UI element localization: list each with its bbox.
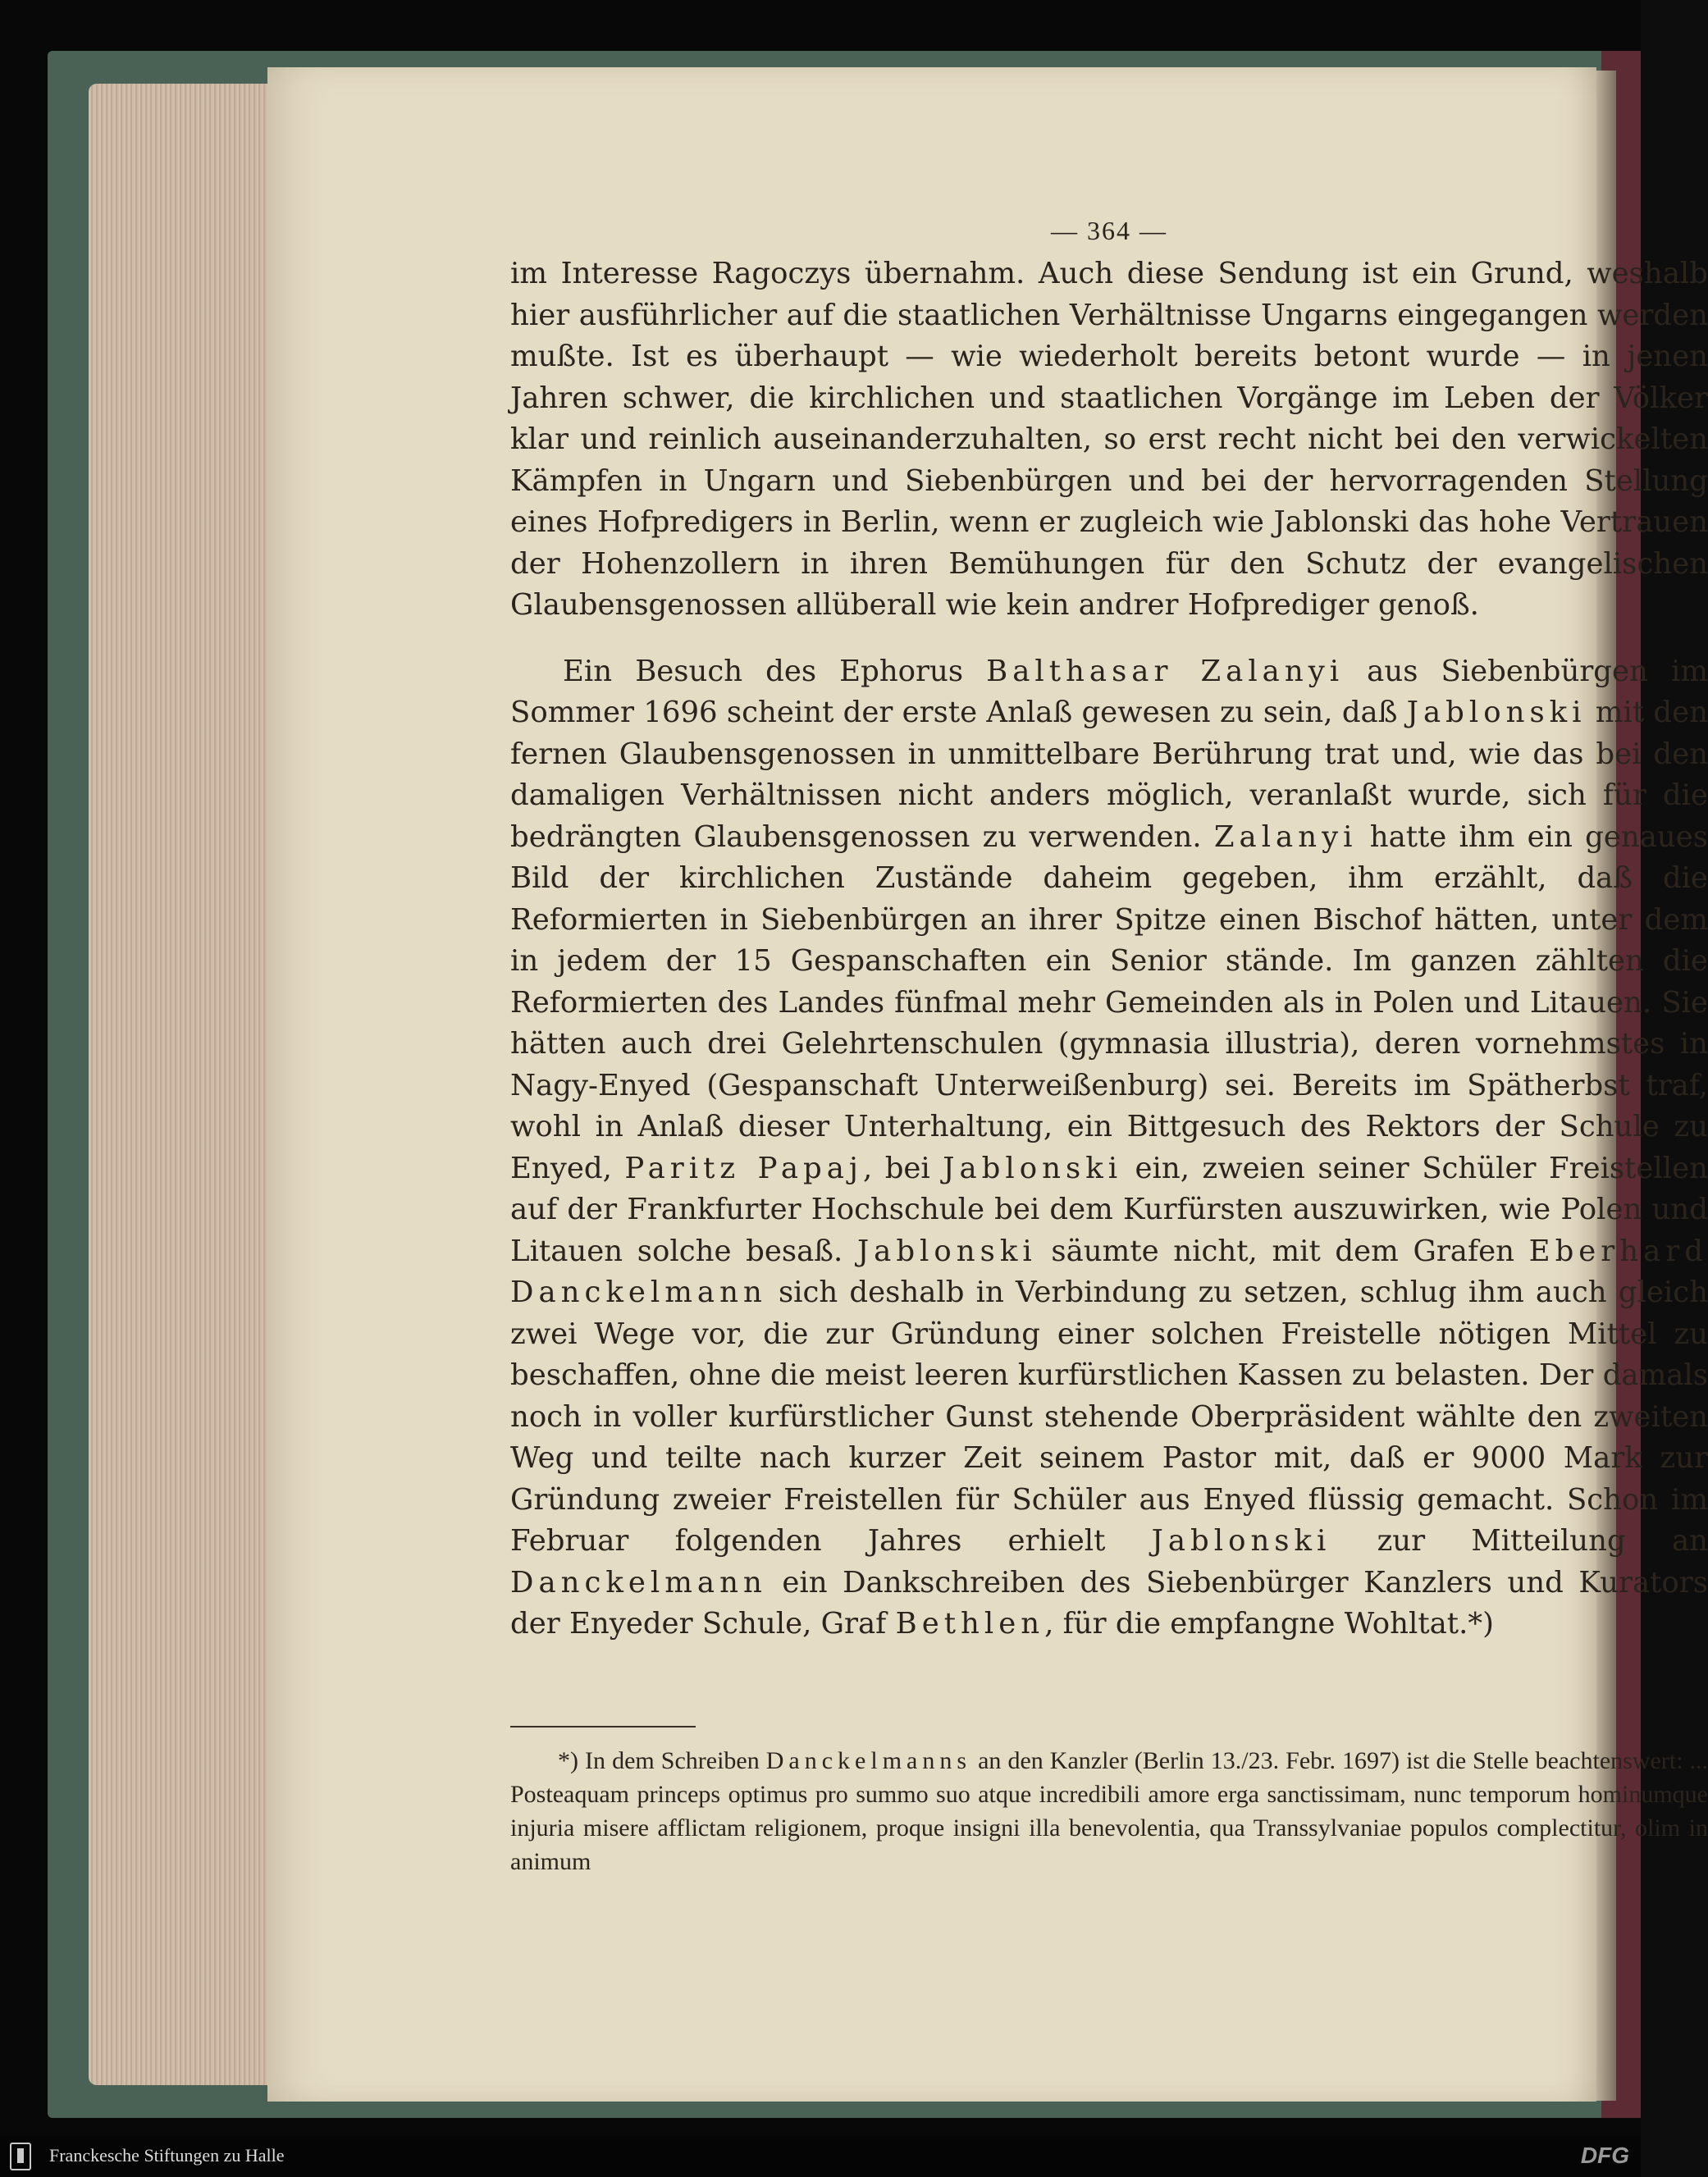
- text-span: mit den fernen Glaubensgenossen in unmittelbare Berührung trat und, wie das bei den damaligen Verhältnissen nicht anders möglich, veranlaßt wurde, sich für die bedrängten Glaubensgenossen zu verwenden.: [510, 696, 1708, 854]
- body-text: [510, 253, 1708, 1645]
- paragraph-1: im Interesse Ragoczys übernahm. Auch diese Sendung ist ein Grund, weshalb hier ausführlicher auf die staatlichen Verhältnisse Ungarns eingegangen werden mußte. Ist es überhaupt — wie wiederholt bereits betont wurde — in jenen Jahren schwer, die kirchlichen und staatlichen Vorgänge im Leben der Völker klar und reinlich auseinanderzuhalten, so erst recht nicht bei den verwickelten Kämpfen in Ungarn und Siebenbürgen und bei der hervorragenden Stellung eines Hofpredigers in Berlin, wenn er zugleich wie Jablonski das hohe Vertrauen der Hohenzollern in ihren Bemühungen für den Schutz der evangelischen Glaubensgenossen allüberall wie kein andrer Hofprediger genoß.: [510, 257, 1708, 622]
- page-number: — 364 —: [1051, 216, 1167, 245]
- text-span: zur Mitteilung an: [1331, 1524, 1708, 1558]
- footnote-text: an den Kanzler (Berlin 13./23. Febr. 1697) ist die Stelle beachtenswert: ... Posteaquam princeps optimus pro summo suo atque incredibili amore erga sanctissimam, nunc temporum hominumque injuria misere afflictam religionem, proque insigni illa benevolentia, qua Transsylvaniae populos complectitur, olim in animum: [510, 1747, 1708, 1875]
- footnote-text: *) In dem Schreiben: [558, 1747, 766, 1774]
- person-name: Paritz Papaj: [624, 1151, 863, 1185]
- footnote-rule: [510, 1726, 696, 1727]
- person-name: Jablonski: [943, 1151, 1123, 1185]
- person-name: Zalanyi: [1213, 819, 1358, 854]
- footer-bar: [0, 2136, 1641, 2177]
- person-name: Jablonski: [1151, 1524, 1331, 1558]
- person-name: Danckelmann: [510, 1565, 767, 1600]
- text-span: ein, zweien seiner Schüler Freistellen auf der Frankfurter Hochschule bei dem Kurfürsten auszuwirken, wie Polen und Litauen solche besaß.: [510, 1151, 1708, 1268]
- person-name: Danckelmanns: [765, 1747, 972, 1774]
- institution-logo-icon: [10, 2143, 31, 2170]
- page-edges: [89, 84, 277, 2085]
- text-span: Ein Besuch des Ephorus: [563, 654, 987, 688]
- text-span: hatte ihm ein genaues Bild der kirchlichen Zustände daheim gegeben, ihm erzählt, daß die Reformierten in Siebenbürgen an ihrer Spitze einen Bischof hätten, unter dem in jedem der 15 Gespanschaften ein Senior stände. Im ganzen zählten die Reformierten des Landes fünfmal mehr Gemeinden als in Polen und Litauen. Sie hätten auch drei Gelehrtenschulen (gymnasia illustria), deren vornehmstes in Nagy-Enyed (Gespanschaft Unterweißenburg) sei. Bereits im Spätherbst traf, wohl in Anlaß dieser Unterhaltung, ein Bittgesuch des Rektors der Schule zu Enyed,: [510, 819, 1708, 1185]
- person-name: Bethlen: [895, 1607, 1045, 1641]
- text-span: , bei: [862, 1151, 943, 1185]
- footnote: [510, 1744, 1708, 1878]
- person-name: Balthasar Zalanyi: [986, 654, 1345, 688]
- person-name: Eberhard Danckelmann: [510, 1234, 1708, 1309]
- text-span: aus Siebenbürgen im Sommer 1696 scheint der erste Anlaß gewesen zu sein, daß: [510, 654, 1708, 729]
- text-span: sich deshalb in Verbindung zu setzen, schlug ihm auch gleich zwei Wege vor, die zur Gründung einer solchen Freistelle nötigen Mittel zu beschaffen, ohne die meist leeren kurfürstlichen Kassen zu belasten. Der damals noch in voller kurfürstlicher Gunst stehende Oberpräsident wählte den zweiten Weg und teilte nach kurzer Zeit seinem Pastor mit, daß er 9000 Mark zur Gründung zweier Freistellen für Schüler aus Enyed flüssig gemacht. Schon im Februar folgenden Jahres erhielt: [510, 1276, 1708, 1558]
- paragraph-2: [510, 651, 1708, 1645]
- person-name: Jablonski: [1406, 696, 1587, 729]
- text-span: ein Dankschreiben des Siebenbürger Kanzlers und Kurators der Enyeder Schule, Graf: [510, 1565, 1708, 1641]
- institution-label: Franckesche Stiftungen zu Halle: [49, 2145, 285, 2166]
- text-span: , für die empfangne Wohltat.*): [1044, 1607, 1494, 1641]
- text-span: säumte nicht, mit dem Grafen: [1036, 1234, 1529, 1268]
- book-page: [267, 67, 1708, 2102]
- person-name: Jablonski: [856, 1234, 1037, 1268]
- dfg-logo: DFG: [1580, 2143, 1629, 2168]
